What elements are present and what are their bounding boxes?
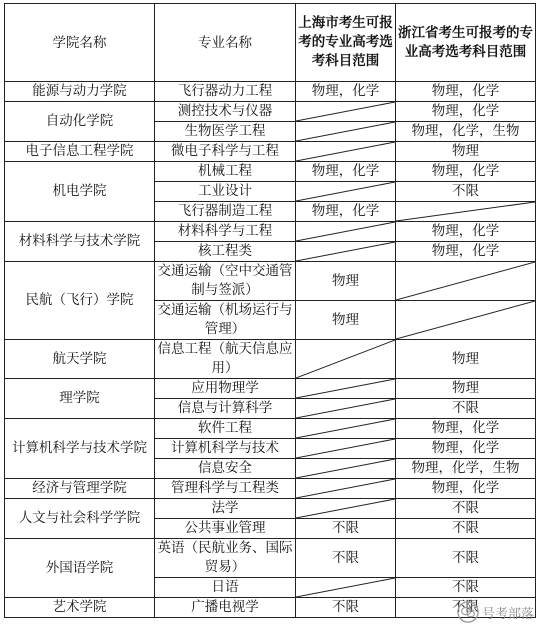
major-cell: 计算机科学与技术 [155,439,296,459]
diagonal-slash [396,301,535,339]
table-row [5,539,536,578]
zhejiang-subjects-cell: 物理，化学 [396,419,536,439]
watermark-text: 号考部落 [481,606,534,622]
shanghai-not-open-cell [296,379,396,399]
college-cell: 能源与动力学院 [5,82,155,102]
table-row [5,340,536,379]
major-cell: 微电子科学与工程 [155,142,296,162]
header-zhejiang: 浙江省考生可报考的专业高考选考科目范围 [396,4,536,82]
shanghai-not-open-cell [296,222,396,242]
header-college: 学院名称 [5,4,155,82]
zhejiang-subjects-cell: 物理，化学，生物 [396,459,536,479]
major-cell: 核工程类 [155,242,296,262]
shanghai-not-open-cell [296,142,396,162]
table-row [5,222,536,242]
major-cell: 公共事业管理 [155,519,296,539]
shanghai-subjects-cell: 物理，化学 [296,202,396,222]
diagonal-slash [396,202,535,221]
zhejiang-subjects-cell: 不限 [396,519,536,539]
wechat-icon [457,601,479,623]
college-cell: 航天学院 [5,340,155,379]
major-cell: 广播电视学 [155,598,296,618]
zhejiang-subjects-cell: 物理 [396,142,536,162]
table-row [5,262,536,301]
diagonal-slash [296,439,395,458]
shanghai-not-open-cell [296,578,396,598]
zhejiang-subjects-cell: 物理，化学 [396,82,536,102]
zhejiang-not-open-cell [396,202,536,222]
zhejiang-subjects-cell: 物理，化学 [396,479,536,499]
shanghai-subjects-cell: 不限 [296,539,396,578]
diagonal-slash [296,102,395,121]
diagonal-slash [296,578,395,597]
shanghai-subjects-cell: 不限 [296,598,396,618]
table-row [5,102,536,122]
major-cell: 应用物理学 [155,379,296,399]
shanghai-not-open-cell [296,459,396,479]
zhejiang-subjects-cell: 物理 [396,340,536,379]
shanghai-not-open-cell [296,419,396,439]
diagonal-slash [296,479,395,498]
shanghai-not-open-cell [296,122,396,142]
table-row [5,82,536,102]
diagonal-slash [296,419,395,438]
zhejiang-subjects-cell: 不限 [396,182,536,202]
zhejiang-subjects-cell: 不限 [396,399,536,419]
major-cell: 信息安全 [155,459,296,479]
zhejiang-subjects-cell: 不限 [396,598,536,618]
major-cell: 飞行器制造工程 [155,202,296,222]
zhejiang-subjects-cell: 物理，化学 [396,162,536,182]
major-cell: 生物医学工程 [155,122,296,142]
table-row [5,142,536,162]
zhejiang-subjects-cell: 物理，化学 [396,242,536,262]
table-header-row [5,4,536,82]
zhejiang-not-open-cell [396,301,536,340]
college-cell: 民航（飞行）学院 [5,262,155,340]
major-cell: 管理科学与工程类 [155,479,296,499]
diagonal-slash [296,142,395,161]
college-cell: 自动化学院 [5,102,155,142]
shanghai-subjects-cell: 物理 [296,301,396,340]
shanghai-subjects-cell: 物理，化学 [296,82,396,102]
diagonal-slash [296,122,395,141]
college-cell: 材料科学与技术学院 [5,222,155,262]
college-cell: 电子信息工程学院 [5,142,155,162]
major-cell: 测控技术与仪器 [155,102,296,122]
diagonal-slash [296,399,395,418]
major-cell: 日语 [155,578,296,598]
zhejiang-subjects-cell: 不限 [396,578,536,598]
diagonal-slash [296,182,395,201]
college-cell: 计算机科学与技术学院 [5,419,155,479]
shanghai-subjects-cell: 不限 [296,519,396,539]
college-cell: 理学院 [5,379,155,419]
diagonal-slash [296,340,395,378]
major-cell: 交通运输（机场运行与管理） [155,301,296,340]
diagonal-slash [296,242,395,261]
zhejiang-subjects-cell: 不限 [396,499,536,519]
shanghai-subjects-cell: 物理 [296,262,396,301]
admission-table-container [4,3,535,635]
table-row [5,379,536,399]
diagonal-slash [296,499,395,518]
zhejiang-subjects-cell: 物理，化学 [396,102,536,122]
diagonal-slash [396,262,535,300]
college-cell: 外国语学院 [5,539,155,598]
major-cell: 交通运输（空中交通管制与签派） [155,262,296,301]
college-cell: 艺术学院 [5,598,155,618]
shanghai-not-open-cell [296,439,396,459]
college-cell: 机电学院 [5,162,155,222]
major-cell: 软件工程 [155,419,296,439]
zhejiang-not-open-cell [396,262,536,301]
zhejiang-subjects-cell: 不限 [396,539,536,578]
shanghai-not-open-cell [296,399,396,419]
major-cell: 材料科学与工程 [155,222,296,242]
table-row [5,162,536,182]
major-cell: 信息与计算科学 [155,399,296,419]
admission-subject-table [4,3,536,618]
shanghai-not-open-cell [296,479,396,499]
major-cell: 法学 [155,499,296,519]
college-cell: 经济与管理学院 [5,479,155,499]
diagonal-slash [296,379,395,398]
shanghai-not-open-cell [296,102,396,122]
major-cell: 机械工程 [155,162,296,182]
table-row [5,419,536,439]
table-row [5,479,536,499]
major-cell: 工业设计 [155,182,296,202]
zhejiang-subjects-cell: 物理，化学，生物 [396,122,536,142]
diagonal-slash [296,222,395,241]
zhejiang-subjects-cell: 物理 [396,379,536,399]
zhejiang-subjects-cell: 物理，化学 [396,222,536,242]
table-row [5,598,536,618]
major-cell: 英语（民航业务、国际贸易） [155,539,296,578]
shanghai-not-open-cell [296,242,396,262]
shanghai-not-open-cell [296,499,396,519]
major-cell: 飞行器动力工程 [155,82,296,102]
college-cell: 人文与社会科学学院 [5,499,155,539]
diagonal-slash [296,459,395,478]
shanghai-not-open-cell [296,340,396,379]
major-cell: 信息工程（航天信息应用） [155,340,296,379]
watermark [457,601,534,623]
zhejiang-subjects-cell: 物理，化学 [396,439,536,459]
table-body [5,82,536,618]
shanghai-subjects-cell: 物理，化学 [296,162,396,182]
shanghai-not-open-cell [296,182,396,202]
header-major: 专业名称 [155,4,296,82]
table-row [5,499,536,519]
header-shanghai: 上海市考生可报考的专业高考选考科目范围 [296,4,396,82]
